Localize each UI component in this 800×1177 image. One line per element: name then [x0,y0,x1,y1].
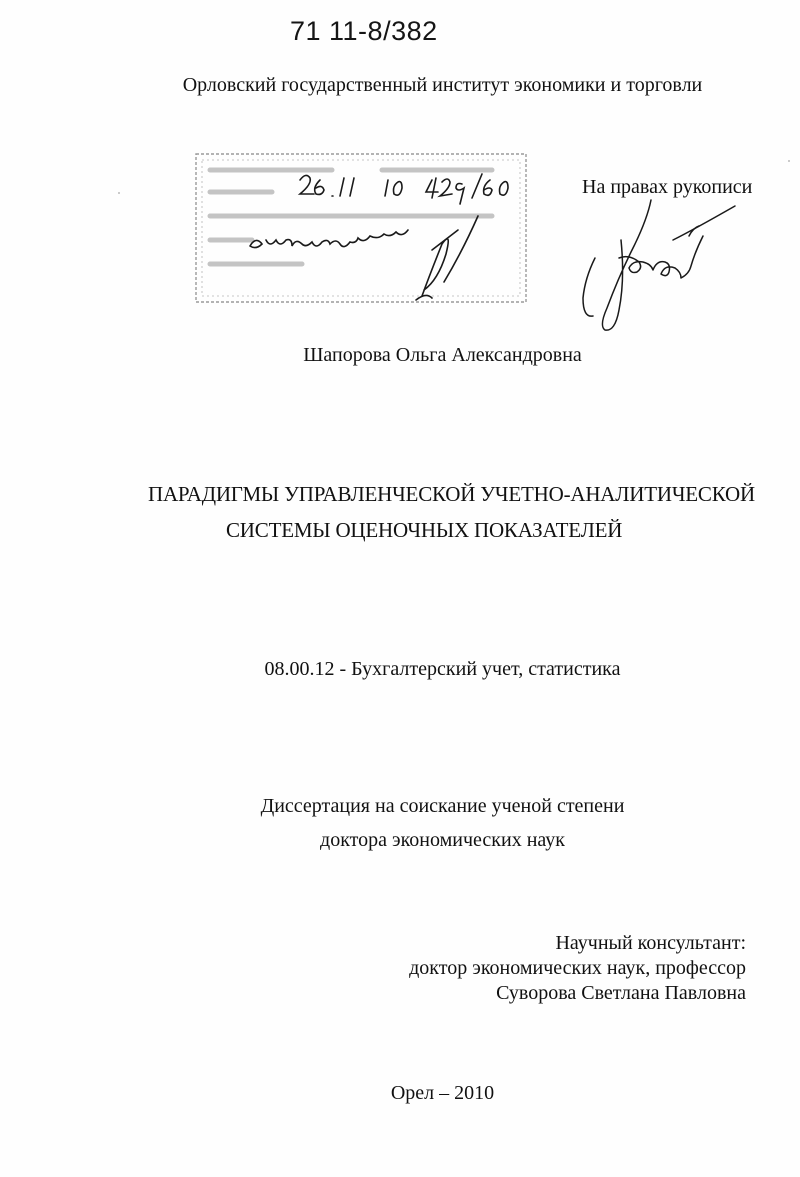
catalog-number: 71 11-8/382 [290,16,438,46]
dissertation-title-line-2: СИСТЕМЫ ОЦЕНОЧНЫХ ПОКАЗАТЕЛЕЙ [226,518,623,542]
scan-speck [788,160,790,162]
author-name: Шапорова Ольга Александровна [303,344,582,366]
consultant-title: доктор экономических наук, профессор [409,957,746,979]
consultant-label: Научный консультант: [555,932,746,954]
author-signature [555,196,740,331]
library-stamp [192,150,532,305]
scan-speck [118,192,120,194]
city-year: Орел – 2010 [390,1082,495,1104]
dissertation-title-line-1: ПАРАДИГМЫ УПРАВЛЕНЧЕСКОЙ УЧЕТНО-АНАЛИТИЧЕСКОЙ [148,482,755,506]
rights-notice: На правах рукописи [582,176,753,198]
institute-name: Орловский государственный институт экономики и торговли [182,74,703,96]
specialty-code: 08.00.12 - Бухгалтерский учет, статистика [264,658,621,680]
degree-line-2: доктора экономических наук [320,829,565,851]
degree-line-1: Диссертация на соискание ученой степени [260,795,625,817]
consultant-name: Суворова Светлана Павловна [496,982,746,1004]
